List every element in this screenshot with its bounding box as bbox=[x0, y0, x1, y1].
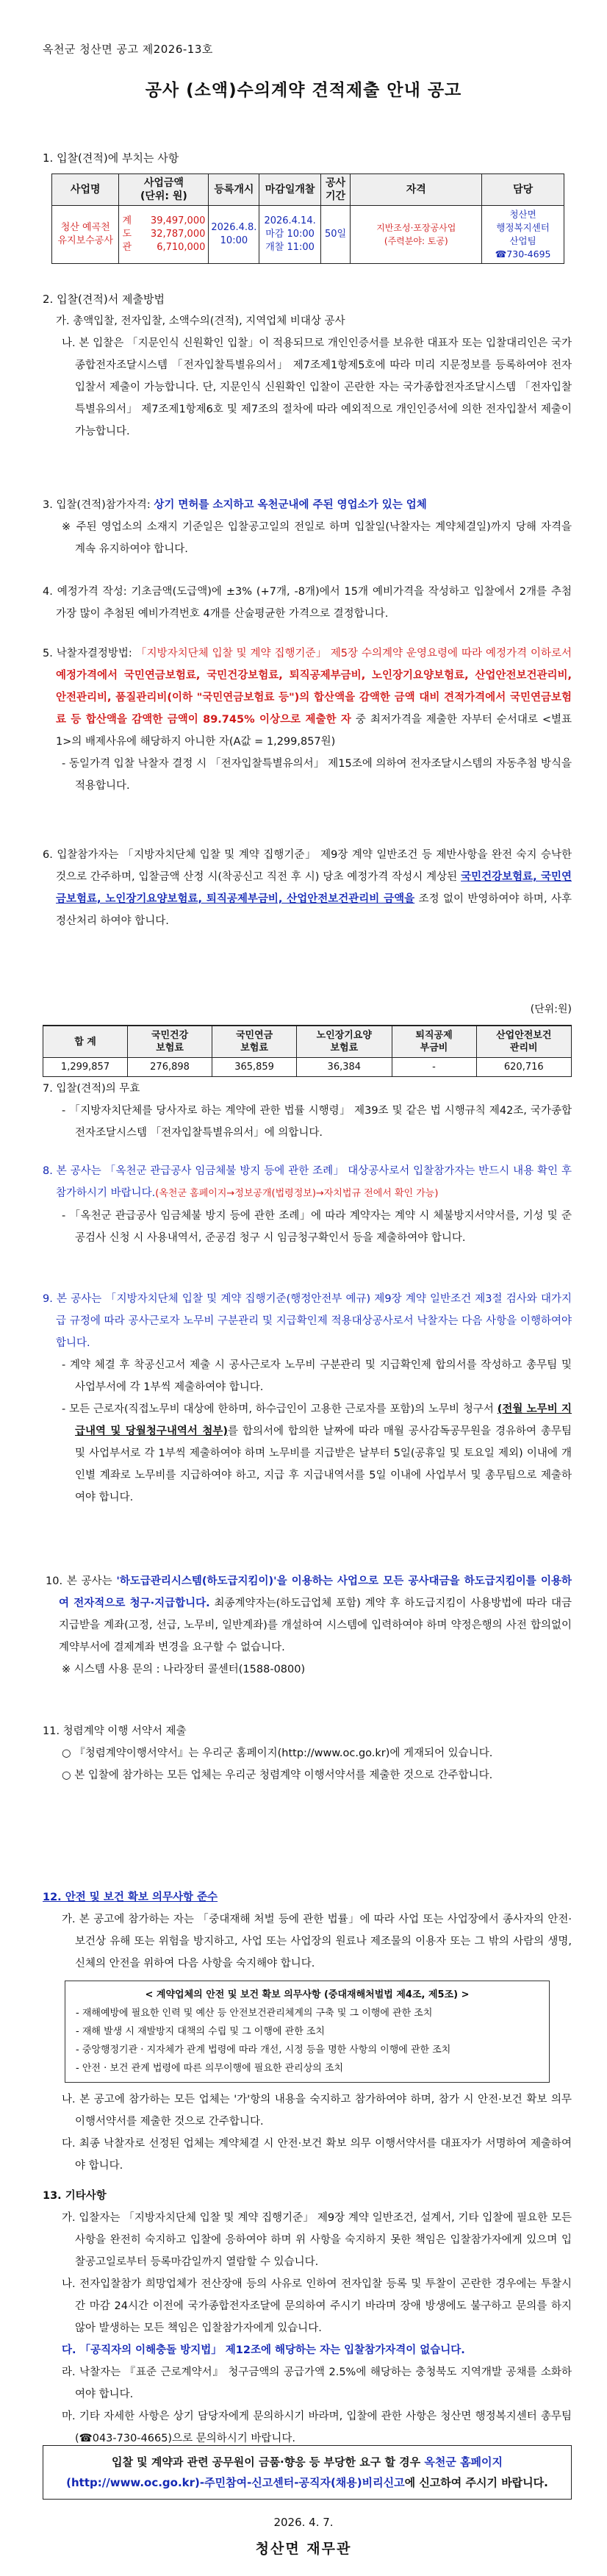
section-9-b2: (전월 노무비 지급내역 및 당월청구내역서 첨부) bbox=[75, 1403, 572, 1437]
obligation-item: - 안전 · 보건 관계 법령에 따른 의무이행에 필요한 관리상의 조치 bbox=[76, 2063, 344, 2074]
col-header: 등록개시 bbox=[209, 174, 259, 206]
col-header: 자격 bbox=[351, 174, 482, 206]
project-name: 청산 예곡천 유지보수공사 bbox=[52, 206, 119, 264]
section-11-heading: 11. 청렴계약 이행 서약서 제출 bbox=[43, 1725, 187, 1737]
section-10-prefix: 10. 본 공사는 bbox=[46, 1575, 117, 1587]
insurance-table bbox=[43, 1025, 572, 1077]
table-row bbox=[52, 206, 564, 264]
section-9-b1: - 모든 근로자(직접노무비 대상에 한하며, 하수급인이 고용한 근로자를 포함)의 노무비 청구서 bbox=[62, 1403, 498, 1415]
signature: 청산면 재무관 bbox=[255, 2541, 352, 2557]
col-header: 담당 bbox=[482, 174, 564, 206]
final-box-link[interactable]: 옥천군 홈페이지(http://www.oc.go.kr)-주민참여-신고센터-공직자(채용)비리신고 bbox=[66, 2455, 503, 2489]
section-11-b: ○ 본 입찰에 참가하는 모든 업체는 우리군 청렴계약 이행서약서를 제출한 것으로 간주합니다. bbox=[62, 1770, 493, 1781]
section-13-c: 다. 「공직자의 이해충돌 방지법」 제12조에 해당하는 자는 입찰참가자격이 없습니다. bbox=[62, 2344, 465, 2356]
qualification: 지반조성·포장공사업 (주력분야: 토공) bbox=[351, 206, 482, 264]
section-8-link-note: (옥천군 홈페이지→정보공개(법령정보)→자치법규 전에서 확인 가능) bbox=[155, 1188, 439, 1199]
obligations-box bbox=[65, 1981, 550, 2083]
section-5-highlight: 예정가격에서 국민연금보험료, 국민건강보험료, 퇴직공제부금비, 노인장기요양보험료, 산업안전보건관리비, 안전관리비, 품질관리비(이하 "국민연금보험료 등")의 합산액을 감액한 금액 대비 견적가격에서 국민연금보험료 등 합산액을 감액한 금액이 89.745% 이상으로 제출한 자 bbox=[56, 670, 572, 726]
obligation-item: - 재해예방에 필요한 인력 및 예산 등 안전보건관리체계의 구축 및 그 이행에 관한 조치 bbox=[76, 2008, 433, 2019]
section-7-heading: 7. 입찰(견적)의 무효 bbox=[43, 1083, 140, 1095]
section-8 bbox=[43, 1160, 572, 1249]
obligation-item: - 재해 발생 시 재발방지 대책의 수립 및 그 이행에 관한 조치 bbox=[76, 2026, 325, 2037]
final-box-p3: 에 신고하여 주시기 바랍니다. bbox=[404, 2476, 548, 2489]
section-2-b: 나. 본 입찰은 「지문인식 신원확인 입찰」이 적용되므로 개인인증서를 보유한 대표자 또는 입찰대리인은 국가종합전자조달시스템 「전자입찰특별유의서」 제7조제1항제5호에 따라 미리 지문정보를 등록하여야 전자입찰서 제출이 가능합니다. 단, 지문인식 신원확인 입찰이 곤란한 자는 국가종합전자조달시스템 「전자입찰특별유의서」 제7조제1항제6호 및 제7조의 절차에 따라 예외적으로 개인인증서에 의한 전자입찰서 제출이 가능합니다. bbox=[62, 337, 572, 437]
section-10-tail: 최종계약자는(하도급업체 포함) 계약 후 하도급지킴이 사용방법에 따라 대금 지급받을 계좌(고정, 선급, 노무비, 일반계좌)를 개설하여 시스템에 입력하여야 하며 약정은행의 사전 합의없이 계약부서에 결제계좌 변경을 요구할 수 없습니다. bbox=[59, 1598, 572, 1653]
col-header: 공사 기간 bbox=[320, 174, 351, 206]
value-total: 1,299,857 bbox=[43, 1058, 128, 1077]
section-6 bbox=[43, 844, 572, 932]
corruption-report-box bbox=[43, 2445, 572, 2500]
section-3-qualification: 상기 면허를 소지하고 옥천군내에 주된 영업소가 있는 업체 bbox=[154, 499, 427, 511]
section-13-e: 마. 기타 자세한 사항은 상기 담당자에게 문의하시기 바라며, 입찰에 관한 사항은 청산면 행정복지센터 총무팀(☎043-730-4665)으로 문의하시기 바랍니다. bbox=[62, 2411, 572, 2444]
col-header: 사업명 bbox=[52, 174, 119, 206]
section-5-rule: 「지방자치단체 입찰 및 계약 집행기준」 제5장 수의계약 운영요령에 따라 예정가격 이하로서 bbox=[135, 648, 572, 659]
section-2 bbox=[43, 288, 572, 443]
section-13-d: 라. 낙찰자는 『표준 근로계약서』 청구금액의 공급가액 2.5%에 해당하는 충청북도 지역개발 공채를 소화하여야 합니다. bbox=[62, 2366, 572, 2400]
value-retirement: - bbox=[392, 1058, 476, 1077]
value-longterm: 36,384 bbox=[297, 1058, 392, 1077]
section-4-text: 4. 예정가격 작성: 기초금액(도급액)에 ±3% (+7개, -8개)에서 15개 예비가격을 작성하고 입찰에서 2개를 추첨 가장 많이 추첨된 예비가격번호 4개를 산술평균한 가격으로 결정합니다. bbox=[43, 586, 572, 620]
project-amount: 계 39,497,000 도 32,787,000 관 6,710,000 bbox=[119, 206, 209, 264]
section-13-heading: 13. 기타사항 bbox=[43, 2190, 107, 2202]
section-10 bbox=[43, 1570, 572, 1681]
section-2-a: 가. 총액입찰, 전자입찰, 소액수의(견적), 지역업체 비대상 공사 bbox=[56, 315, 345, 327]
deadline: 2026.4.14. 마감 10:00 개찰 11:00 bbox=[259, 206, 320, 264]
section-1-heading: 1. 입찰(견적)에 부치는 사항 bbox=[43, 151, 179, 165]
col-header: 마감일개찰 bbox=[259, 174, 320, 206]
section-7-text: - 「지방자치단체를 당사자로 하는 계약에 관한 법률 시행령」 제39조 및 같은 법 시행규칙 제42조, 국가종합전자조달시스템 「전자입찰특별유의서」에 의합니다. bbox=[62, 1105, 572, 1139]
section-12-c: 다. 최종 낙찰자로 선정된 업체는 계약체결 시 안전·보건 확보 의무 이행서약서를 대표자가 서명하여 제출하여야 합니다. bbox=[62, 2138, 572, 2172]
section-11 bbox=[43, 1720, 572, 1786]
section-10-note: ※ 시스템 사용 문의 : 나라장터 콜센터(1588-0800) bbox=[62, 1664, 306, 1675]
col-header: 국민연금 보험료 bbox=[212, 1026, 297, 1058]
section-6-p1: 6. 입찰참가자는 「지방자치단체 입찰 및 계약 집행기준」 제9장 계약 일반조건 등 제반사항을 완전 숙지 승낙한 것으로 간주하며, 입찰금액 산정 시(착공신고 직전 후 시) 당초 예정가격 작성시 계상된 bbox=[43, 849, 572, 883]
section-9-heading: 9. 본 공사는 「지방자치단체 입찰 및 계약 집행기준(행정안전부 예규) 제9장 계약 일반조건 제3절 검사와 대가지급 규정에 따라 공사근로자 노무비 구분관리 및 지급확인제 적용대상공사로서 낙찰자는 다음 사항을 이행하여야 합니다. bbox=[43, 1293, 572, 1349]
section-9 bbox=[43, 1288, 572, 1509]
section-5-tail: 중 최저가격을 제출한 자부터 순서대로 <별표 1>의 배제사유에 해당하지 아니한 자(A값 = 1,299,857원) bbox=[56, 714, 572, 748]
section-3-note: ※ 주된 영업소의 소재지 기준일은 입찰공고일의 전일로 하며 입찰일(낙찰자는 계약체결일)까지 당해 자격을 계속 유지하여야 합니다. bbox=[62, 521, 572, 555]
section-13-a: 가. 입찰자는 「지방자치단체 입찰 및 계약 집행기준」 제9장 계약 일반조건, 설계서, 기타 입찰에 필요한 모든 사항을 완전히 숙지하고 입찰에 응하여야 하며 위 사항을 숙지하지 못한 책임은 입찰참가자에게 있으며 입찰공고일로부터 등록마감일까지 열람할 수 있습니다. bbox=[62, 2212, 572, 2268]
section-8-heading: 8. 본 공사는 「옥천군 관급공사 임금체불 방지 등에 관한 조례」 대상공사로서 입찰참가자는 반드시 내용 확인 후 참가하시기 바랍니다. bbox=[43, 1165, 572, 1199]
section-5 bbox=[43, 643, 572, 797]
period: 50일 bbox=[320, 206, 351, 264]
notice-number: 옥천군 청산면 공고 제2026-13호 bbox=[43, 43, 213, 56]
section-12-heading: 12. 안전 및 보건 확보 의무사항 준수 bbox=[43, 1892, 218, 1903]
section-13-b: 나. 전자입찰참가 희망업체가 전산장애 등의 사유로 인하여 전자입찰 등록 및 투찰이 곤란한 경우에는 투찰시간 마감 24시간 이전에 국가종합전자조달에 문의하여 주시기 바라며 장애 방생에도 불구하고 문의를 하지 않아 발생하는 모든 책임은 입찰참가자에게 있습니다. bbox=[62, 2278, 572, 2334]
page-title: 공사 (소액)수의계약 견적제출 안내 공고 bbox=[145, 81, 462, 100]
section-5-bullet: - 동일가격 입찰 낙찰자 결정 시 「전자입찰특별유의서」 제15조에 의하여 전자조달시스템의 자동추첨 방식을 적용합니다. bbox=[62, 758, 572, 792]
col-header: 국민건강 보험료 bbox=[128, 1026, 212, 1058]
registration-start: 2026.4.8. 10:00 bbox=[209, 206, 259, 264]
section-9-a: - 계약 체결 후 착공신고서 제출 시 공사근로자 노무비 구분관리 및 지급확인제 합의서를 작성하고 총무팀 및 사업부서에 각 1부씩 제출하여야 합니다. bbox=[62, 1359, 572, 1393]
table-row bbox=[43, 1058, 572, 1077]
section-7 bbox=[43, 1078, 572, 1144]
section-3 bbox=[43, 494, 572, 560]
section-6-p3: 조정 없이 반영하여야 하며, 사후정산처리 하여야 합니다. bbox=[56, 893, 572, 927]
col-header: 산업안전보건 관리비 bbox=[476, 1026, 571, 1058]
section-12 bbox=[43, 1886, 572, 2177]
col-header: 노인장기요양 보험료 bbox=[297, 1026, 392, 1058]
final-box-p1: 입찰 및 계약과 관련 공무원이 금품·향응 등 부당한 요구 할 경우 bbox=[111, 2455, 425, 2469]
obligations-box-title: < 계약업체의 안전 및 보건 확보 의무사항 (중대재해처벌법 제4조, 제5조) > bbox=[145, 1989, 470, 2000]
section-12-b: 나. 본 공고에 참가하는 모든 업체는 '가'항의 내용을 숙지하고 참가하여야 하며, 참가 시 안전·보건 확보 의무 이행서약서를 제출한 것으로 간주합니다. bbox=[62, 2094, 572, 2128]
section-11-a: ○ 『청렴계약이행서약서』는 우리군 홈페이지(http://www.oc.go.kr)에 게재되어 있습니다. bbox=[62, 1747, 493, 1759]
section-6-highlight: 국민건강보험료, 국민연금보험료, 노인장기요양보험료, 퇴직공제부금비, 산업안전보건관리비 금액을 bbox=[56, 871, 572, 905]
unit-label: (단위:원) bbox=[530, 1003, 572, 1015]
section-4 bbox=[43, 581, 572, 625]
section-12-a: 가. 본 공고에 참가하는 자는 「중대재해 처벌 등에 관한 법률」에 따라 사업 또는 사업장에서 종사자의 안전·보건상 유해 또는 위험을 방지하고, 사업 또는 사업장의 원료나 제조물의 이용자 또는 그 밖의 사람의 생명, 신체의 안전을 위하여 다음 사항을 숙지해야 합니다. bbox=[62, 1914, 572, 1969]
value-pension: 365,859 bbox=[212, 1058, 297, 1077]
obligation-item: - 중앙행정기관 · 지자체가 관계 법령에 따라 개선, 시정 등을 명한 사항의 이행에 관한 조치 bbox=[76, 2044, 451, 2056]
section-13 bbox=[43, 2185, 572, 2450]
section-9-b3: 를 합의서에 합의한 날짜에 따라 매월 공사감독공무원을 경유하여 총무팀 및 사업부서로 각 1부씩 제출하여야 하며 노무비를 지급받은 날부터 5일(공휴일 및 토요일 제외) 이내에 개인별 계좌로 노무비를 지급하여야 하고, 지급 후 지급내역서를 5일 이내에 사업부서 및 총무팀으로 제출하여야 합니다. bbox=[75, 1425, 572, 1503]
section-3-prefix: 3. 입찰(견적)참가자격: bbox=[43, 499, 154, 511]
section-2-heading: 2. 입찰(견적)서 제출방법 bbox=[43, 293, 165, 306]
bid-info-table bbox=[51, 173, 564, 264]
col-header: 사업금액 (단위: 원) bbox=[119, 174, 209, 206]
section-10-highlight: '하도급관리시스템(하도급지킴이)'을 이용하는 사업으로 모든 공사대금을 하도급지킴이를 이용하여 전자적으로 청구·지급합니다. bbox=[59, 1575, 572, 1609]
section-8-text: - 「옥천군 관급공사 임금체불 방지 등에 관한 조례」에 따라 계약자는 계약 시 체불방지서약서를, 기성 및 준공검사 신청 시 사용내역서, 준공검 청구 시 임금청구확인서 등을 제출하여야 합니다. bbox=[62, 1210, 572, 1244]
col-header: 퇴직공제 부금비 bbox=[392, 1026, 476, 1058]
col-header: 합 계 bbox=[43, 1026, 128, 1058]
contact: 청산면 행정복지센터 산업팀 ☎730-4695 bbox=[482, 206, 564, 264]
notice-date: 2026. 4. 7. bbox=[273, 2516, 334, 2529]
value-safety: 620,716 bbox=[476, 1058, 571, 1077]
insurance-table-section bbox=[43, 998, 572, 1077]
value-health: 276,898 bbox=[128, 1058, 212, 1077]
section-5-prefix: 5. 낙찰자결정방법: bbox=[43, 648, 136, 659]
section-1 bbox=[43, 147, 572, 264]
